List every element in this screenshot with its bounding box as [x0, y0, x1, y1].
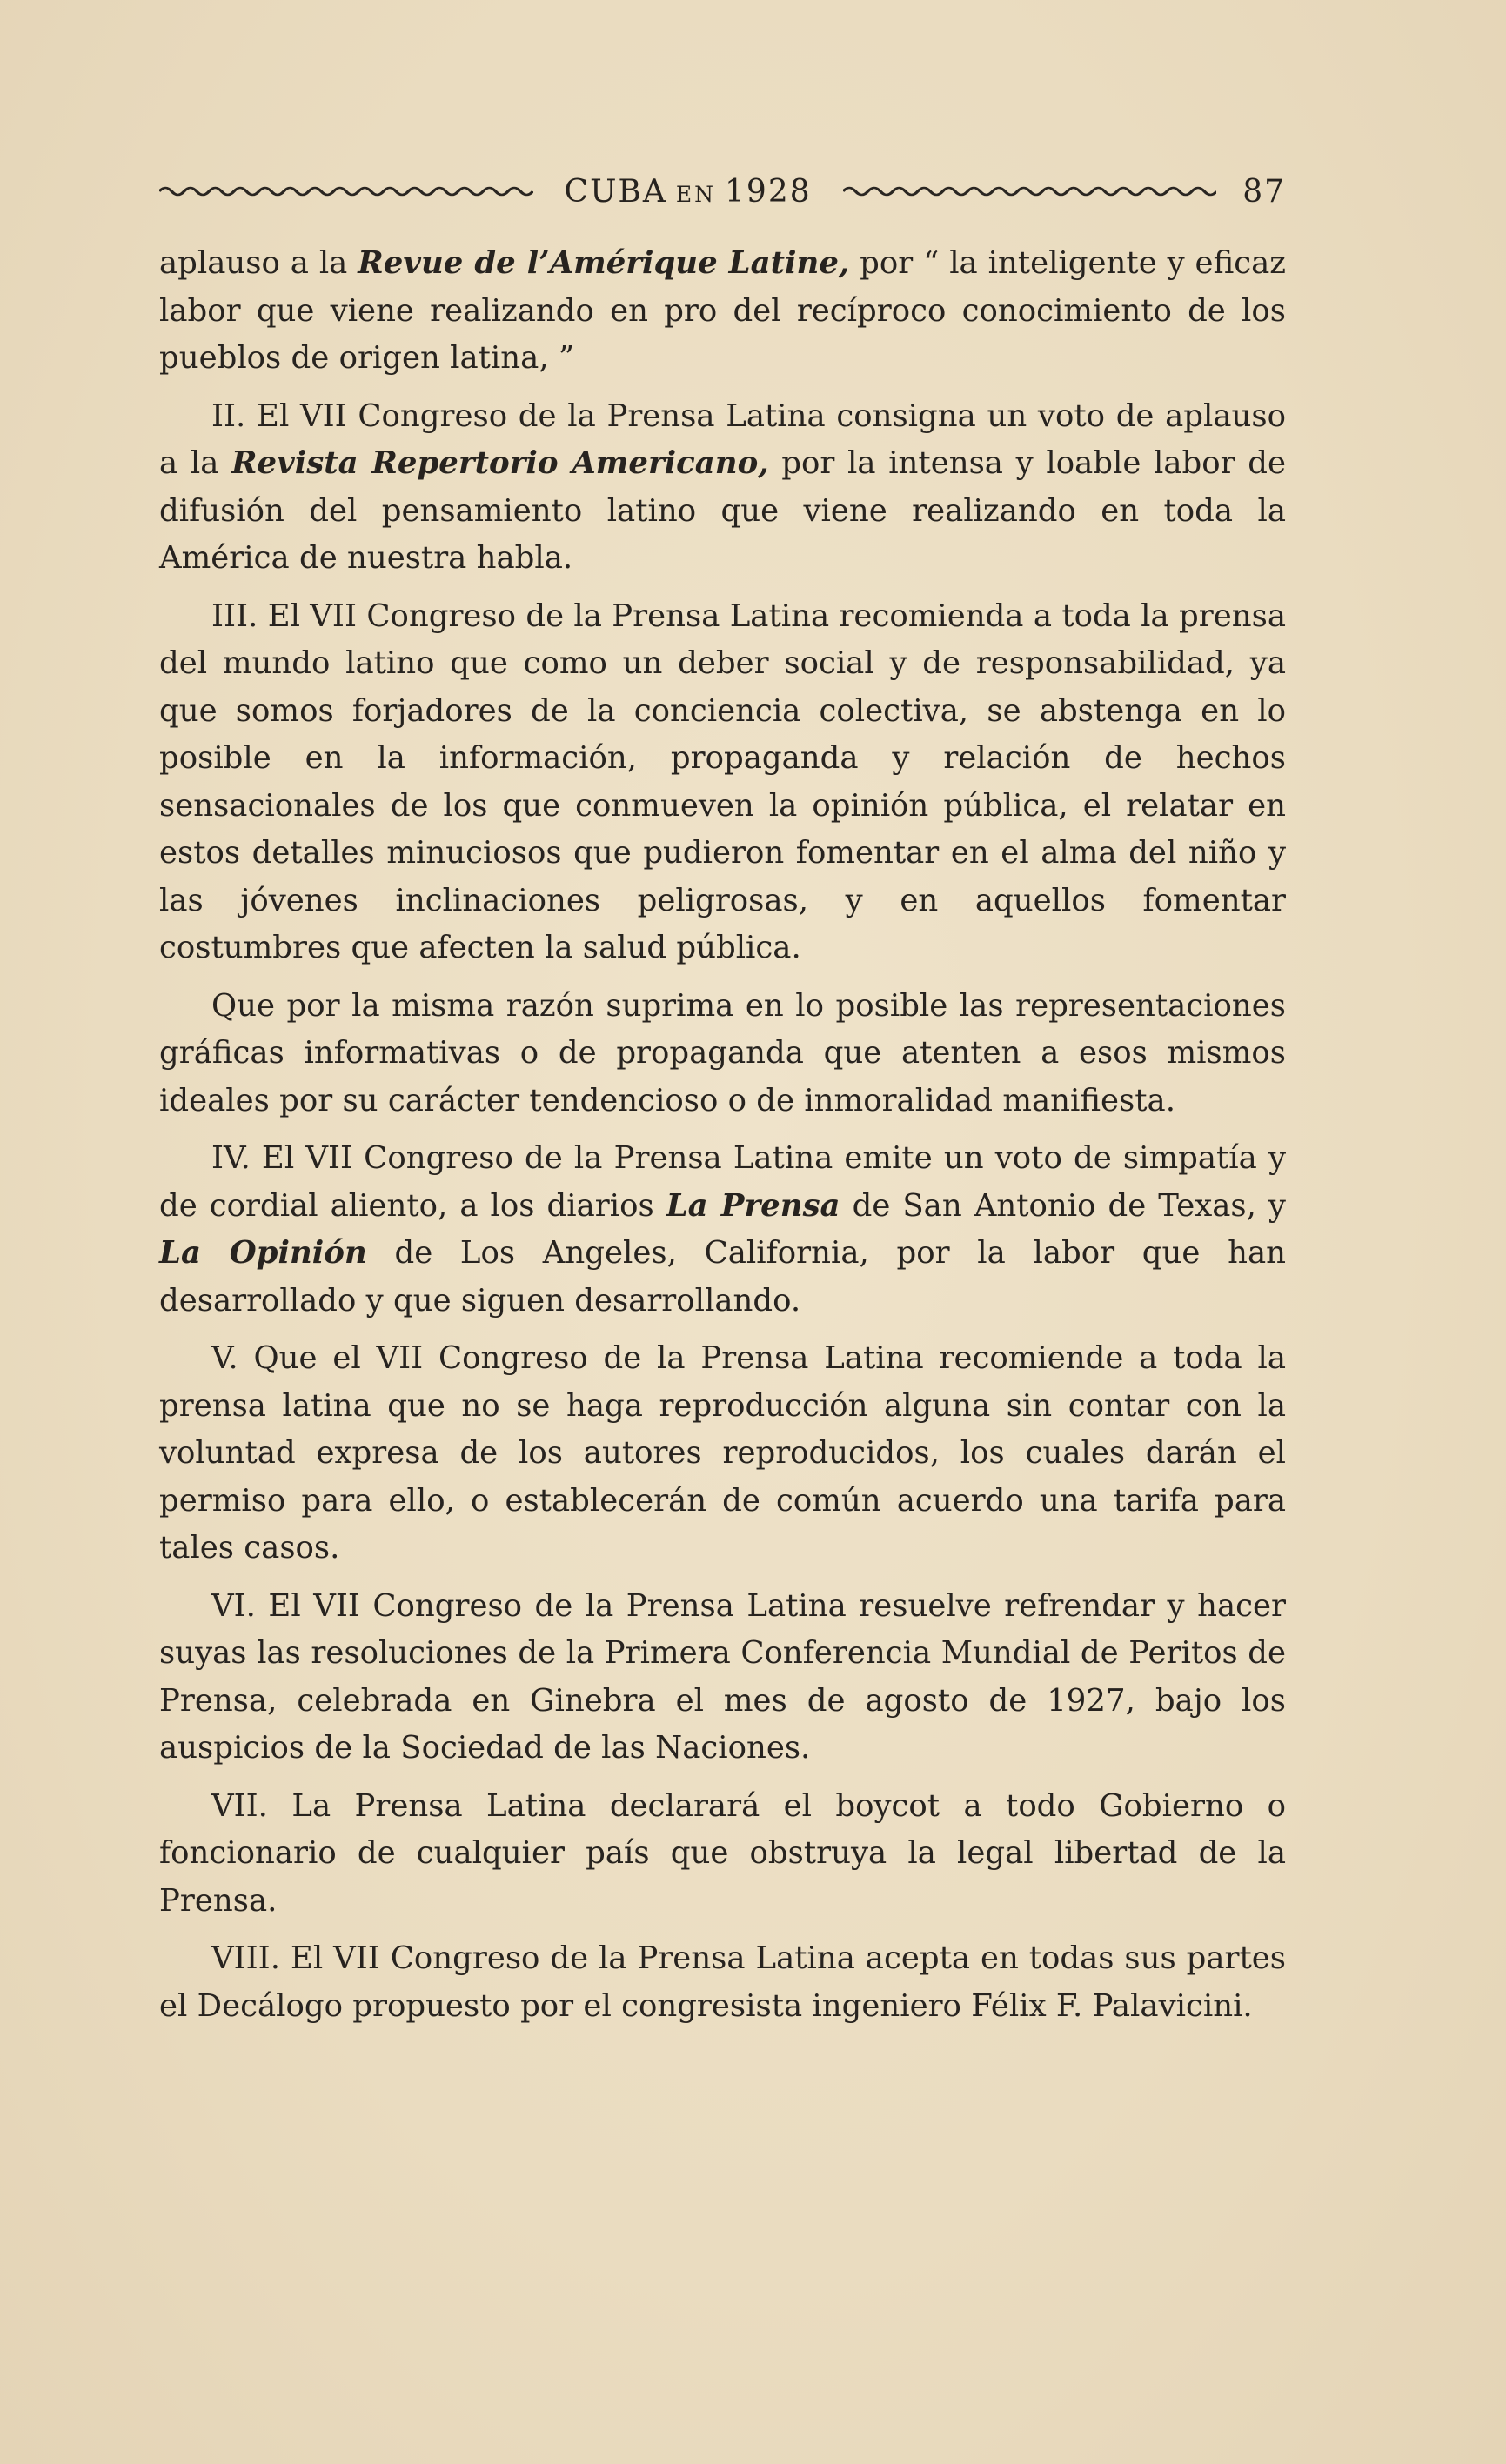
- wavy-rule-right: [843, 184, 1217, 199]
- paragraph-text: VII. La Prensa Latina declarará el boycot a todo Gobierno o foncionario de cualquier país que obstruya la legal libertad de la Prensa.: [159, 1787, 1286, 1919]
- running-title-main: CUBA: [564, 173, 667, 210]
- newspaper-title: La Prensa: [666, 1187, 840, 1224]
- paragraph-continuation: [159, 240, 1286, 383]
- paragraph-text: II. El VII Congreso de la Prensa Latina consigna un voto de aplauso a la: [159, 397, 1286, 481]
- resolution-v: [159, 1335, 1286, 1573]
- resolution-iv: [159, 1135, 1286, 1325]
- paragraph-text: de San Antonio de Texas, y: [840, 1187, 1286, 1224]
- paragraph-text: VI. El VII Congreso de la Prensa Latina resuelve refrendar y hacer suyas las resoluciones de la Primera Conferencia Mundial de Peritos de Prensa, celebrada en Ginebra el mes de agosto de 1927, bajo los auspicios de la Sociedad de las Naciones.: [159, 1587, 1286, 1766]
- paragraph-text: aplauso a la: [159, 245, 358, 281]
- resolution-viii: [159, 1935, 1286, 2030]
- resolution-vii: [159, 1783, 1286, 1926]
- running-title-year: 1928: [725, 173, 812, 210]
- newspaper-title: La Opinión: [159, 1235, 367, 1271]
- resolution-vi: [159, 1583, 1286, 1773]
- paragraph-text: IV. El VII Congreso de la Prensa Latina emite un voto de simpatía y de cordial aliento, a los diarios: [159, 1140, 1286, 1224]
- publication-title: Revista Repertorio Americano,: [231, 445, 769, 481]
- running-header: [159, 165, 1286, 217]
- paragraph-text: por “ la inteligente y eficaz labor que viene realizando en pro del recíproco conocimiento de los pueblos de origen latina, ”: [159, 245, 1286, 376]
- resolution-ii: [159, 393, 1286, 583]
- body-text: [159, 240, 1286, 2040]
- paragraph-text: V. Que el VII Congreso de la Prensa Latina recomiende a toda la prensa latina que no se haga reproducción alguna sin contar con la voluntad expresa de los autores reproducidos, los cuales darán el permiso para ello, o establecerán de común acuerdo una tarifa para tales casos.: [159, 1340, 1286, 1566]
- resolution-iii: [159, 593, 1286, 972]
- paragraph-text: Que por la misma razón suprima en lo posible las representaciones gráficas informativas o de propaganda que atenten a esos mismos ideales por su carácter tendencioso o de inmoralidad manifiesta.: [159, 987, 1286, 1118]
- paragraph-text: de Los Angeles, California, por la labor que han desarrollado y que siguen desarrollando.: [159, 1235, 1286, 1319]
- paragraph-text: III. El VII Congreso de la Prensa Latina recomienda a toda la prensa del mundo latino que como un deber social y de responsabilidad, ya que somos forjadores de la conciencia colectiva, se abstenga en lo posible en la información, propaganda y relación de hechos sensacionales de los que conmueven la opinión pública, el relatar en estos detalles minuciosos que pudieron fomentar en el alma del niño y las jóvenes inclinaciones peligrosas, y en aquellos fomentar costumbres que afecten la salud pública.: [159, 598, 1286, 965]
- running-title: [565, 174, 812, 210]
- running-title-en: EN: [675, 181, 717, 207]
- resolution-iii-continued: [159, 983, 1286, 1125]
- publication-title: Revue de l’Amérique Latine,: [358, 245, 850, 281]
- page-number: 87: [1242, 173, 1286, 210]
- wavy-rule-left: [159, 184, 533, 199]
- paragraph-text: VIII. El VII Congreso de la Prensa Latina acepta en todas sus partes el Decálogo propuesto por el congresista ingeniero Félix F. Palavicini.: [159, 1940, 1286, 2024]
- paragraph-text: por la intensa y loable labor de difusión del pensamiento latino que viene realizando en toda la América de nuestra habla.: [159, 445, 1286, 576]
